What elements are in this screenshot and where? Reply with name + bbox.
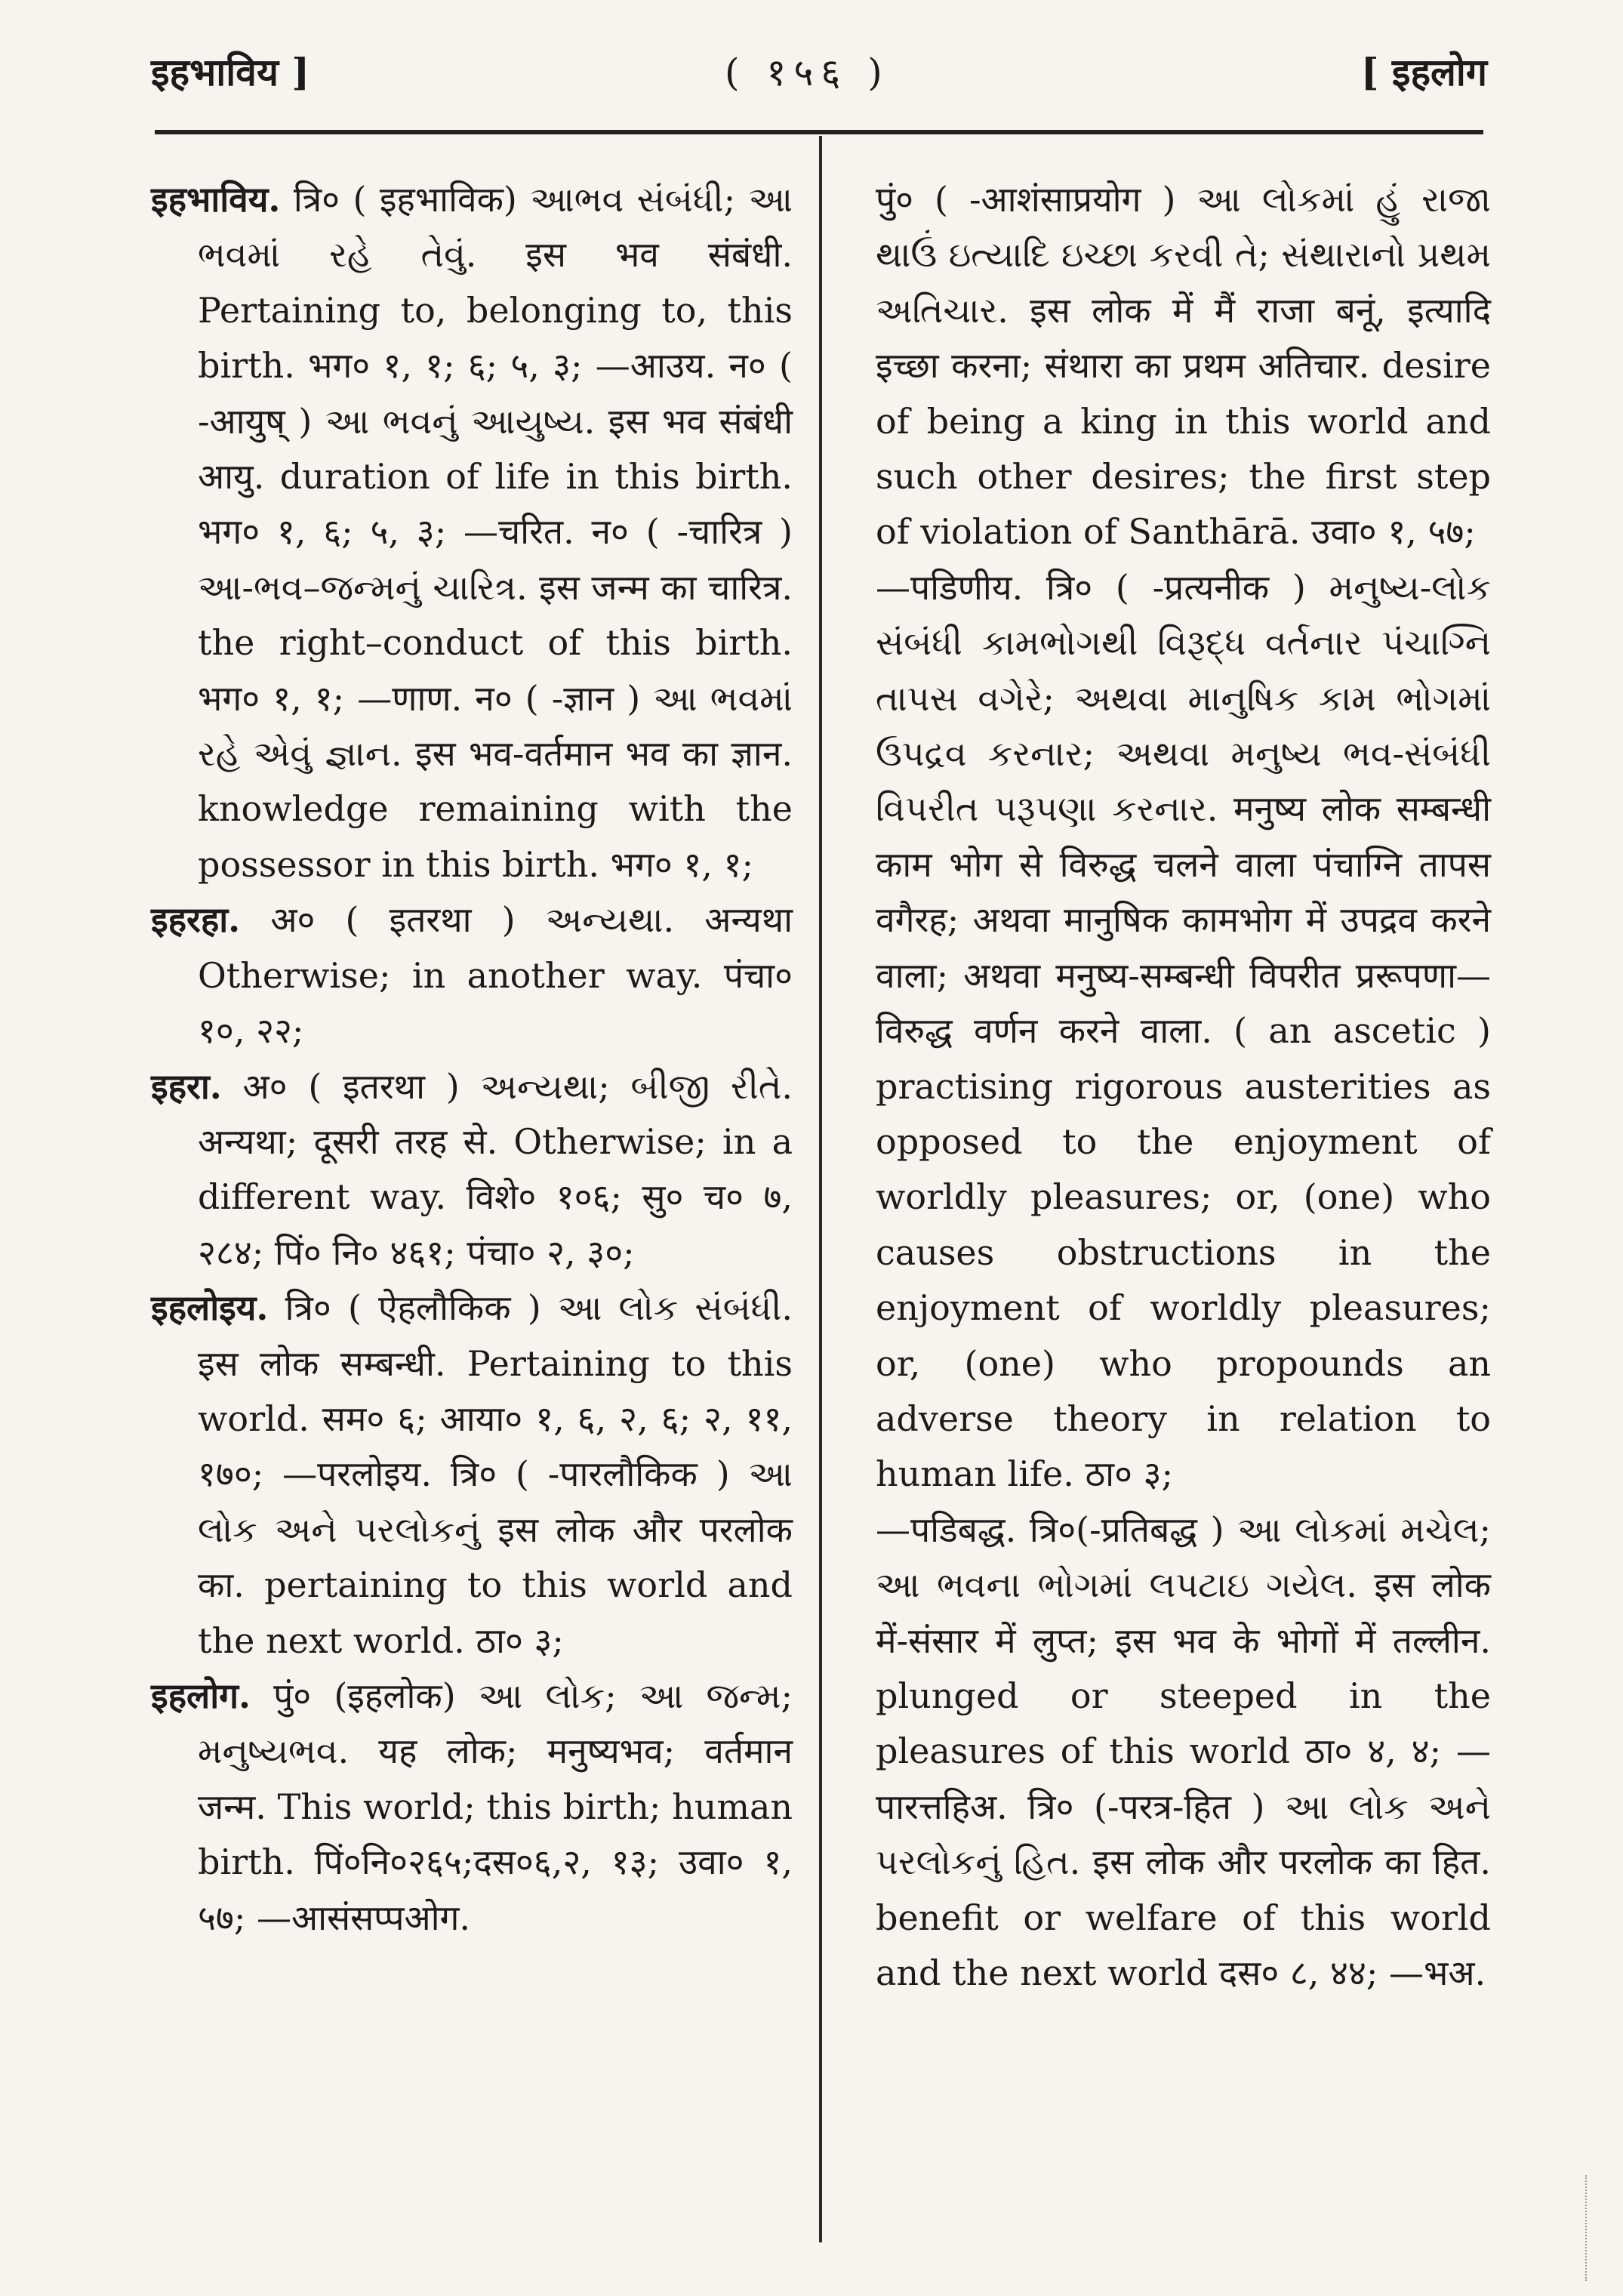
entry-body: अ० ( इतरथा ) અન્યથા. अन्यथा Otherwise; in another way. पंचा० १०, २२; xyxy=(198,899,793,1052)
page-header xyxy=(151,30,1487,113)
entry-body: —पडिणीय. त्रि० ( -प्रत्यनीक ) મનુષ્ય-લોક સંબંધી કામભોગથી વિરૂદ્ધ વર્તનાર પંચાગ્નિ તાપસ વગેરે; અથવા માનુષિક કામ ભોગમાં ઉપદ્રવ કરનાર; અથવા મનુષ્ય ભવ-સંબંધી વિપરીત પરૂપણા કરનાર. मनुष्य लोक सम्बन्धी काम भोग से विरुद्ध चलने वाला पंचाग्नि तापस वगैरह; अथवा मानुषिक कामभोग में उपद्रव करने वाला; अथवा मनुष्य-सम्बन्धी विपरीत प्ररूपणा—विरुद्ध वर्णन करने वाला. ( an ascetic ) practising rigorous austerities as opposed to the enjoyment of worldly pleasures; or, (one) who causes obstructions in the enjoyment of worldly pleasures; or, (one) who propounds an adverse theory in relation to human life. ठा० ३; xyxy=(876,566,1491,1495)
entry-body: पुं० (इहलोक) આ લોક; આ જન્મ; મનુષ્યભવ. यह लोक; मनुष्यभव; वर्तमान जन्म. This world; this birth; human birth. पिं०नि०२६५;दस०६,२, १३; उवा० १, ५७; —आसंसप्पओग. xyxy=(198,1675,793,1938)
entry-body: त्रि० ( इहभाविक) આભવ સંબંધી; આ ભવમાં રહે તેવું. इस भव संबंधी. Pertaining to, belonging to, this birth. भग० १, १; ६; ५, ३; —आउय. न० ( -आयुष् ) આ ભવનું આયુષ્ય. इस भव संबंधी आयु. duration of life in this birth. भग० १, ६; ५, ३; —चरित. न० ( -चारित्र ) આ-ભવ–જન્મનું ચારિત્ર. इस जन्म का चारित्र. the right–conduct of this birth. भग० १, १; —णाण. न० ( -ज्ञान ) આ ભવમાં રહે એવું જ્ઞાન. इस भव-वर्तमान भव का ज्ञान. knowledge remaining with the possessor in this birth. भग० १, १; xyxy=(198,179,793,885)
entry-body: अ० ( इतरथा ) અન્યથા; બીજી રીતે. अन्यथा; दूसरी तरह से. Otherwise; in a different way. विशे० १०६; सु० च० ७, २८४; पिं० नि० ४६१; पंचा० २, ३०; xyxy=(198,1065,793,1273)
entry xyxy=(151,892,793,1059)
entry xyxy=(151,172,793,892)
header-rule xyxy=(155,130,1483,134)
column-divider xyxy=(819,136,822,2242)
entry-headword: इहलोइय. xyxy=(151,1287,269,1329)
header-left-guideword: इहभाविय ] xyxy=(151,50,310,94)
entry-headword: इहभाविय. xyxy=(151,179,281,220)
right-column xyxy=(876,172,1491,2001)
entry-subentry xyxy=(876,1502,1491,2002)
header-right-guideword: [ इहलोग xyxy=(1360,50,1487,94)
entry-headword: इहरा. xyxy=(151,1065,222,1107)
entry-headword: इहलोग. xyxy=(151,1675,251,1716)
page-number: ( १५६ ) xyxy=(725,51,890,94)
entry xyxy=(151,1669,793,1946)
entry-continuation xyxy=(876,172,1491,560)
entry-body: पुं० ( -आशंसाप्रयोग ) આ લોકમાં હું રાજા થાઉં ઇત્યાદિ ઇચ્છા કરવી તે; સંથારાનો પ્રથમ અતિચાર. इस लोक में मैं राजा बनूं, इत्यादि इच्छा करना; संथारा का प्रथम अतिचार. desire of being a king in this world and such other desires; the first step of violation of Santhārā. उवा० १, ५७; xyxy=(876,179,1491,553)
scan-artifact xyxy=(1585,2175,1617,2281)
entry-body: —पडिबद्ध. त्रि०(-प्रतिबद्ध ) આ લોકમાં મચેલ; આ ભવના ભોગમાં લપટાઇ ગયેલ. इस लोक में-संसार में लुप्त; इस भव के भोगों में तल्लीन. plunged or steeped in the pleasures of this world ठा० ४, ४; —पारत्तहिअ. त्रि० (-परत्र-हित ) આ લોક અને પરલોકનું હિત. इस लोक और परलोक का हित. benefit or welfare of this world and the next world दस० ८, ४४; —भअ. xyxy=(876,1509,1491,1993)
left-column xyxy=(151,172,793,1946)
entry-headword: इहरहा. xyxy=(151,899,241,941)
entry xyxy=(151,1281,793,1669)
entry-subentry xyxy=(876,560,1491,1502)
entry-body: त्रि० ( ऐहलौकिक ) આ લોક સંબંધી. इस लोक सम्बन्धी. Pertaining to this world. सम० ६; आया० १, ६, २, ६; २, ११, १७०; —परलोइय. त्रि० ( -पारलौकिक ) આ લોક અને પરલોકનું इस लोक और परलोक का. pertaining to this world and the next world. ठा० ३; xyxy=(198,1287,793,1661)
entry xyxy=(151,1059,793,1281)
